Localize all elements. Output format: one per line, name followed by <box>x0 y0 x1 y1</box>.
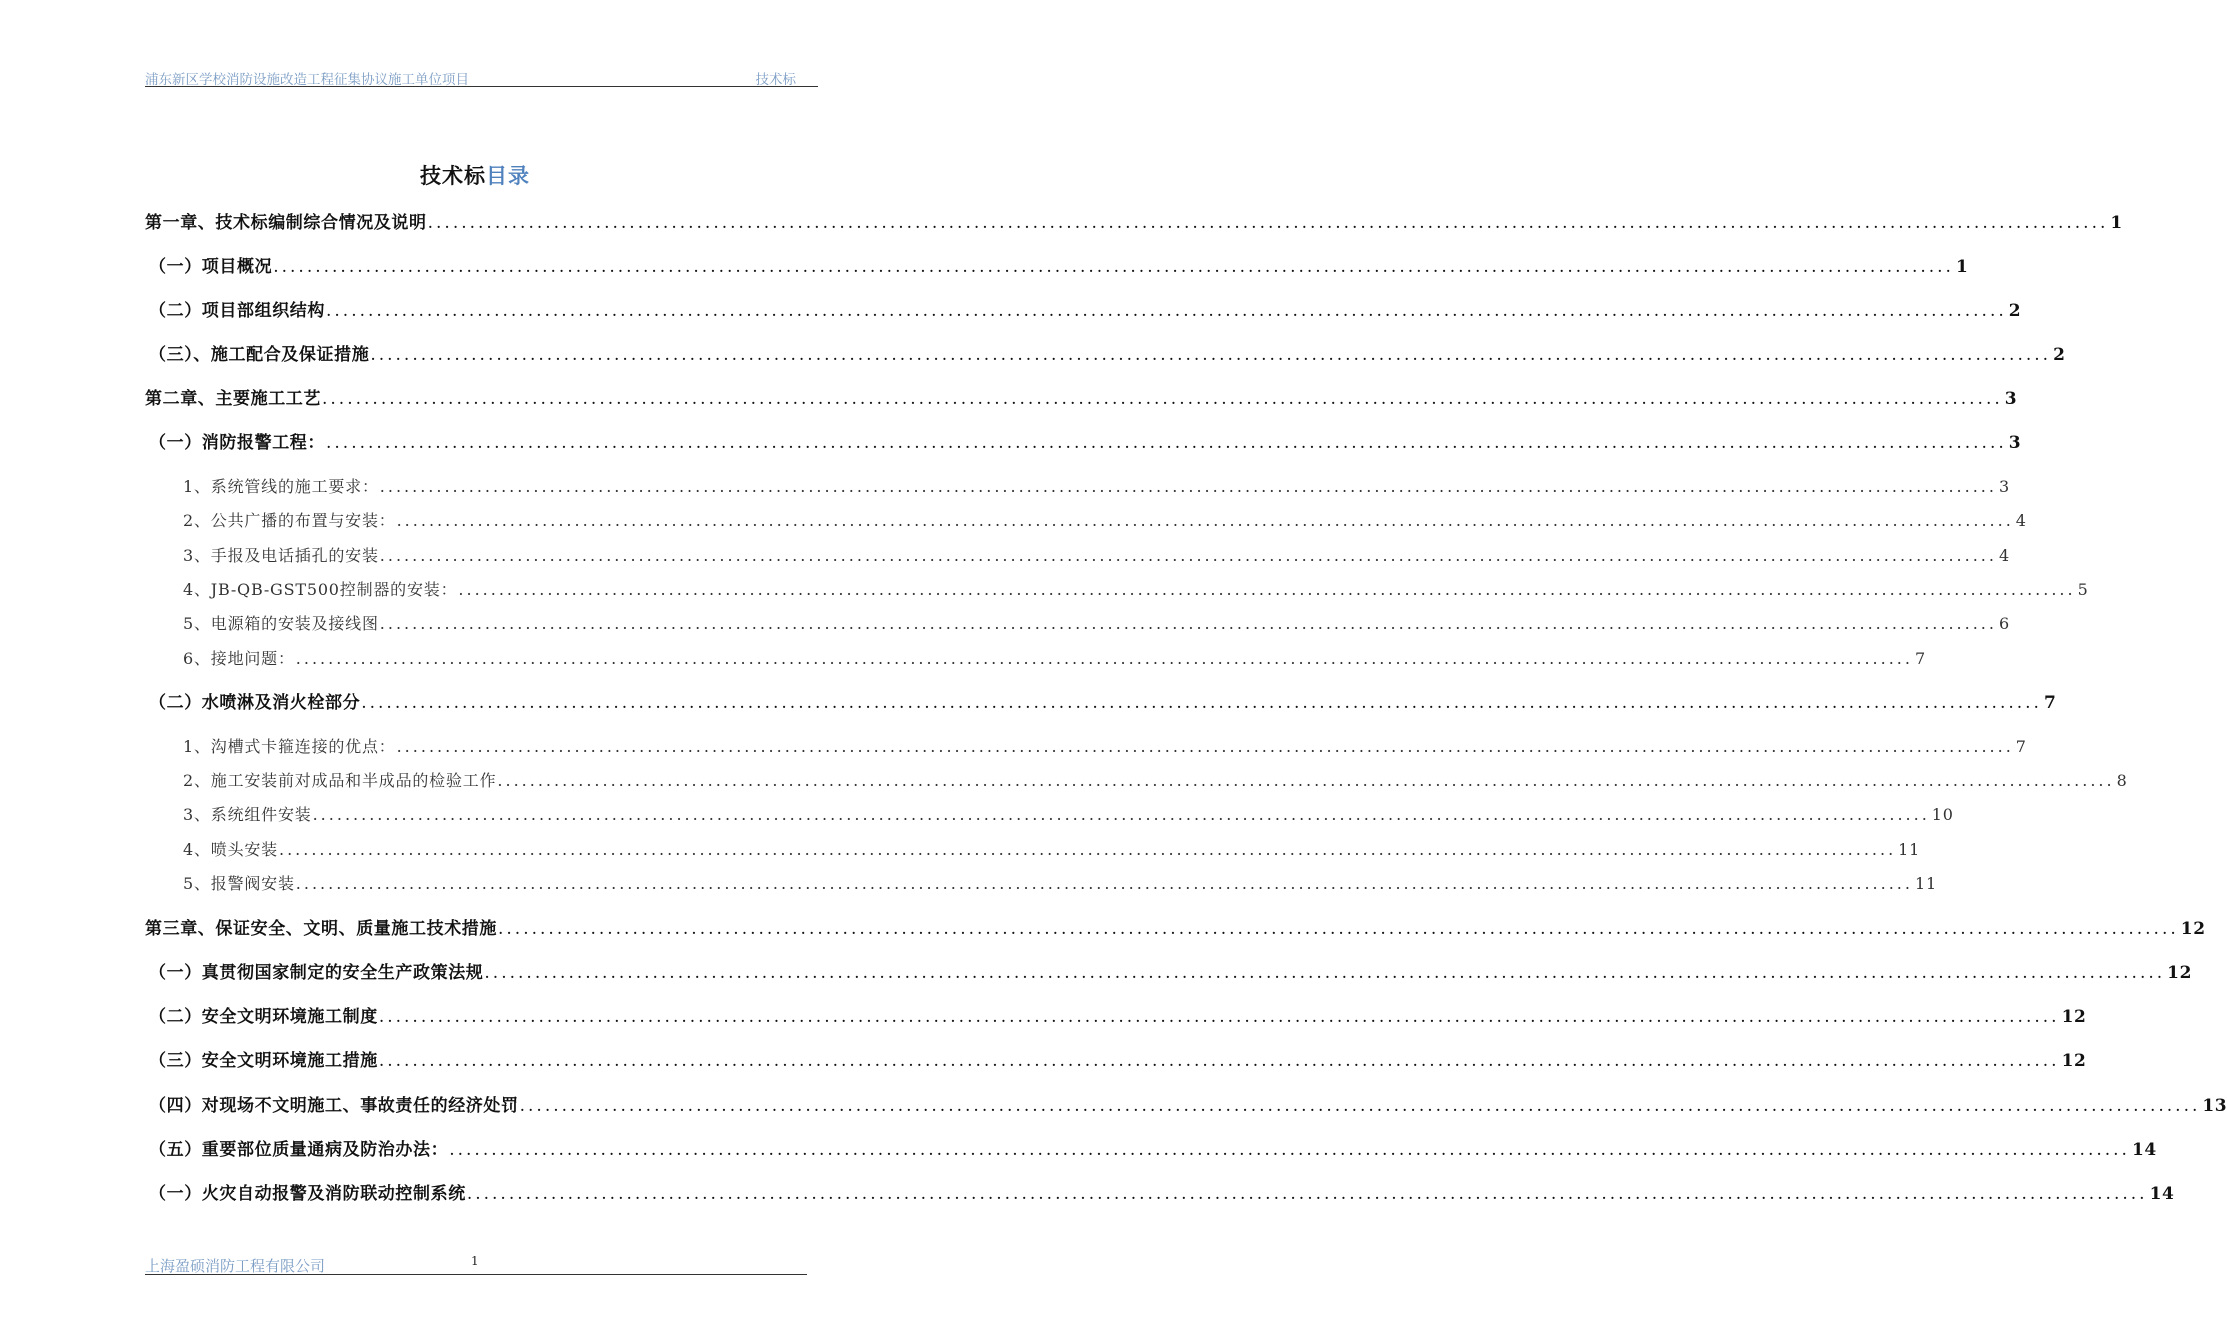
toc-entry-title: 2、公共广播的布置与安装： <box>183 511 396 530</box>
toc-entry-title: （一）消防报警工程： <box>149 433 325 453</box>
toc-entry-page: 3 <box>2008 433 2022 453</box>
toc-dot-leader: ........................................................................................................................................................................................................ <box>326 433 2007 453</box>
toc-entry-title: 第二章、主要施工工艺 <box>145 389 321 409</box>
toc-entry-title: 第三章、保证安全、文明、质量施工技术措施 <box>145 919 497 939</box>
header-project-title: 浦东新区学校消防设施改造工程征集协议施工单位项目 <box>145 72 469 88</box>
toc-dot-leader: ........................................................................................................................................................................................................ <box>322 389 2003 409</box>
toc-dot-leader: ........................................................................................................................................................................................................ <box>396 511 2014 530</box>
toc-dot-leader: ........................................................................................................................................................................................................ <box>370 345 2052 365</box>
toc-entry-page: 14 <box>2131 1140 2157 1160</box>
toc-entry-page: 7 <box>1914 649 1926 668</box>
toc-entry-title: 5、电源箱的安装及接线图 <box>183 614 379 633</box>
toc-entry-title: （三）、施工配合及保证措施 <box>149 345 370 365</box>
toc-entry-page: 14 <box>2149 1184 2175 1204</box>
toc-entry-title: 1、沟槽式卡箍连接的优点： <box>183 737 396 756</box>
toc-dot-leader: ........................................................................................................................................................................................................ <box>498 919 2179 939</box>
toc-entry-page: 11 <box>1898 840 1921 859</box>
toc-entry-title: （二）项目部组织结构 <box>149 301 325 321</box>
toc-entry[interactable] <box>183 577 2089 600</box>
page-footer <box>145 1253 807 1275</box>
toc-entry-title: （五）重要部位质量通病及防治办法： <box>149 1140 449 1160</box>
toc-dot-leader: ........................................................................................................................................................................................................ <box>295 649 1913 668</box>
toc-entry-title: 4、JB-QB-GST500控制器的安装： <box>183 580 458 599</box>
toc-entry-page: 1 <box>1955 257 1969 277</box>
toc-title-main: 技术标 <box>420 163 486 188</box>
toc-entry-title: 第一章、技术标编制综合情况及说明 <box>145 213 427 233</box>
toc-dot-leader: ........................................................................................................................................................................................................ <box>449 1140 2130 1160</box>
toc-dot-leader: ........................................................................................................................................................................................................ <box>379 614 1997 633</box>
toc-dot-leader: ........................................................................................................................................................................................................ <box>312 805 1930 824</box>
toc-dot-leader: ........................................................................................................................................................................................................ <box>379 477 1997 496</box>
toc-entry[interactable] <box>149 688 2057 713</box>
toc-entry-page: 10 <box>1931 805 1954 824</box>
toc-entry[interactable] <box>183 543 2010 566</box>
toc-entry[interactable] <box>183 802 1954 825</box>
toc-entry[interactable] <box>183 508 2027 531</box>
toc-entry[interactable] <box>149 340 2066 365</box>
toc-entry-page: 13 <box>2202 1096 2227 1116</box>
toc-entry-page: 5 <box>2077 580 2089 599</box>
toc-dot-leader: ........................................................................................................................................................................................................ <box>378 1051 2060 1071</box>
toc-entry[interactable] <box>149 1179 2175 1204</box>
toc-dot-leader: ........................................................................................................................................................................................................ <box>519 1096 2201 1116</box>
toc-entry-page: 12 <box>2180 919 2206 939</box>
toc-dot-leader: ........................................................................................................................................................................................................ <box>484 963 2166 983</box>
header-doc-type: 技术标 <box>755 72 796 88</box>
toc-entry[interactable] <box>183 474 2010 497</box>
toc-dot-leader: ........................................................................................................................................................................................................ <box>273 257 1954 277</box>
toc-dot-leader: ........................................................................................................................................................................................................ <box>278 840 1897 859</box>
toc-entry[interactable] <box>183 871 1937 894</box>
toc-entry[interactable] <box>149 958 2193 983</box>
toc-entry-title: 4、喷头安装 <box>183 840 278 859</box>
toc-entry[interactable] <box>145 384 2018 409</box>
toc-entry-page: 7 <box>2015 737 2027 756</box>
toc-entry-title: 5、报警阀安装 <box>183 874 295 893</box>
toc-title <box>0 160 950 190</box>
toc-entry[interactable] <box>149 1002 2087 1027</box>
toc-entry[interactable] <box>183 734 2027 757</box>
toc-entry[interactable] <box>183 837 1921 860</box>
toc-entry[interactable] <box>145 914 2206 939</box>
toc-entry[interactable] <box>149 1135 2157 1160</box>
toc-entry[interactable] <box>149 296 2022 321</box>
toc-dot-leader: ........................................................................................................................................................................................................ <box>361 693 2042 713</box>
toc-entry[interactable] <box>183 611 2010 634</box>
toc-dot-leader: ........................................................................................................................................................................................................ <box>458 580 2076 599</box>
toc-dot-leader: ........................................................................................................................................................................................................ <box>427 213 2109 233</box>
toc-entry-title: 3、系统组件安装 <box>183 805 312 824</box>
toc-entry-title: （一）项目概况 <box>149 257 273 277</box>
toc-entry-page: 8 <box>2116 771 2128 790</box>
toc-entry-title: （一）火灾自动报警及消防联动控制系统 <box>149 1184 466 1204</box>
toc-entry-title: （二）安全文明环境施工制度 <box>149 1007 378 1027</box>
toc-dot-leader: ........................................................................................................................................................................................................ <box>466 1184 2148 1204</box>
toc-entry-page: 11 <box>1914 874 1937 893</box>
toc-entry[interactable] <box>145 208 2123 233</box>
toc-entry-page: 3 <box>1998 477 2010 496</box>
toc-entry-page: 7 <box>2043 693 2057 713</box>
toc-entry-page: 12 <box>2167 963 2193 983</box>
footer-company: 上海盈硕消防工程有限公司 <box>145 1257 326 1275</box>
toc-entry-page: 6 <box>1998 614 2010 633</box>
toc-entry-title: （四）对现场不文明施工、事故责任的经济处罚 <box>149 1096 519 1116</box>
toc-entry-title: （二）水喷淋及消火栓部分 <box>149 693 361 713</box>
toc-entry-page: 1 <box>2110 213 2123 233</box>
toc-entry-page: 3 <box>2004 389 2018 409</box>
toc-entry[interactable] <box>149 1046 2087 1071</box>
toc-entry[interactable] <box>149 252 1969 277</box>
toc-dot-leader: ........................................................................................................................................................................................................ <box>379 546 1997 565</box>
toc-entry-title: 6、接地问题： <box>183 649 295 668</box>
toc-entry-page: 4 <box>1998 546 2010 565</box>
toc-entry-page: 4 <box>2015 511 2027 530</box>
toc-entry-page: 2 <box>2053 345 2066 365</box>
toc-entry-title: （一）真贯彻国家制定的安全生产政策法规 <box>149 963 484 983</box>
toc-entry[interactable] <box>183 646 1926 669</box>
toc-entry[interactable] <box>149 1091 2227 1116</box>
toc-entry-page: 2 <box>2008 301 2022 321</box>
toc-entry[interactable] <box>183 768 2128 791</box>
toc-entry-page: 12 <box>2061 1051 2087 1071</box>
toc-title-accent: 目录 <box>486 163 530 188</box>
toc-entry-title: 2、施工安装前对成品和半成品的检验工作 <box>183 771 497 790</box>
toc-dot-leader: ........................................................................................................................................................................................................ <box>497 771 2115 790</box>
toc-entry-page: 12 <box>2061 1007 2087 1027</box>
footer-page-number: 1 <box>471 1254 479 1268</box>
toc-entry-title: 3、手报及电话插孔的安装 <box>183 546 379 565</box>
toc-entry[interactable] <box>149 428 2022 453</box>
toc-dot-leader: ........................................................................................................................................................................................................ <box>396 737 2014 756</box>
toc-entry-title: 1、系统管线的施工要求： <box>183 477 379 496</box>
page-header <box>145 66 818 87</box>
toc-entry-title: （三）安全文明环境施工措施 <box>149 1051 378 1071</box>
toc-dot-leader: ........................................................................................................................................................................................................ <box>326 301 2007 321</box>
toc-dot-leader: ........................................................................................................................................................................................................ <box>295 874 1913 893</box>
toc-dot-leader: ........................................................................................................................................................................................................ <box>378 1007 2060 1027</box>
